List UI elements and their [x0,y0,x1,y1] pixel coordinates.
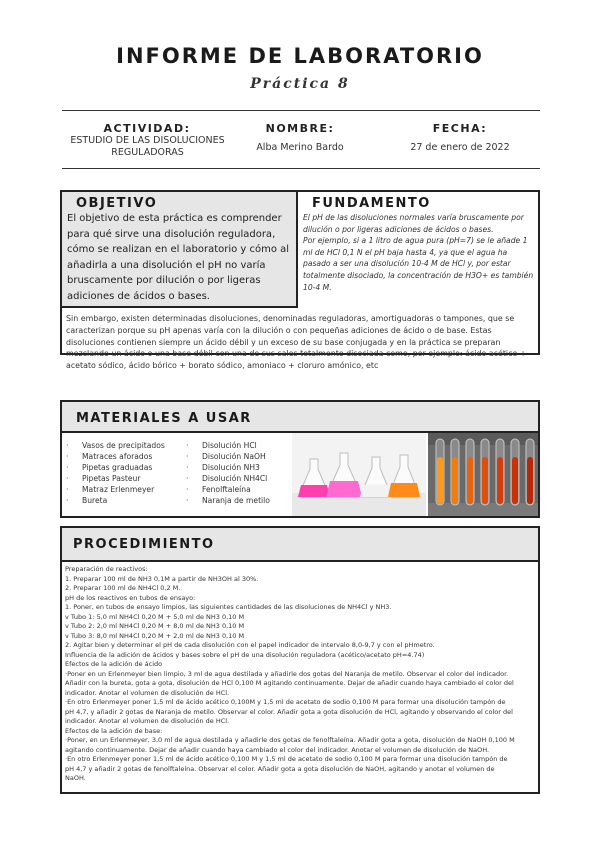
reactivo-item: · Naranja de metilo [186,495,270,506]
procedimiento-line: v Tubo 2: 2,0 ml NH4Cl 0,20 M + 8,0 ml de NH3 0,10 M [65,622,245,630]
reactivo-item: · Disolución NaOH [186,451,270,462]
procedimiento-line: ·En otro Erlenmeyer poner 1,5 ml de ácido acético 0,100 M y 1,5 ml de acetato de sodio 0,100 M para formar una disolución tampón de [65,755,508,763]
procedimiento-line: pH 4,7 y añadir 2 gotas de fenolftaleína. Observar el color. Añadir gota a gota disolución de NaOH, agitando y anotar el volumen de [65,764,495,773]
fundamento-paragraph-2: Por ejemplo, si a 1 litro de agua pura (pH=7) se le añade 1 ml de HCl 0,1 N el pH baja hasta 4, ya que el agua ha pasado a ser una disolución 10-4 M de HCl y, por estar totalmente disociado, la concentración de H3O+ es también 10-4 M. [303,236,534,292]
fecha-value: 27 de enero de 2022 [410,142,510,153]
procedimiento-line: 2. Agitar bien y determinar el pH de cada disolución con el papel indicador de intervalo 8,0-9,7 y con el pHmetro. [65,641,435,649]
procedimiento-heading: PROCEDIMIENTO [73,537,215,552]
materiales-heading: MATERIALES A USAR [76,411,252,426]
reactivo-item: · Disolución NH4Cl [186,473,270,484]
material-item: · Pipetas Pasteur [66,473,165,484]
material-item: · Pipetas graduadas [66,462,165,473]
procedimiento-line: v Tubo 3: 8,0 ml NH4Cl 0,20 M + 2,0 ml de NH3 0,10 M [65,631,245,640]
reactivo-item: · Fenolftaleína [186,484,270,495]
material-item: · Vasos de precipitados [66,440,165,451]
material-item: · Matraz Erlenmeyer [66,484,165,495]
procedimiento-line: pH 4,7, y añadir 2 gotas de Naranja de metilo. Observar el color. Añadir gota a gota disolución de HCl, agitando y observando el color del [65,707,513,716]
procedimiento-header-line [62,560,538,562]
actividad-label: ACTIVIDAD: [103,122,191,135]
objetivo-heading: OBJETIVO [76,196,158,211]
objetivo-bottom-line [62,306,298,308]
procedimiento-line: ·Poner, en un Erlenmeyer, 3,0 ml de agua destilada y añadirle dos gotas de fenolftaleína. Añadir gota a gota, disolución de NaOH 0,100 M [65,736,515,744]
procedimiento-text [65,565,539,784]
actividad-value [60,135,235,159]
procedimiento-line: 2. Preparar 100 ml de NH4Cl 0,2 M. [65,584,181,592]
procedimiento-line: v Tubo 1: 5,0 ml NH4Cl 0,20 M + 5,0 ml de NH3 0,10 M [65,612,245,621]
procedimiento-line: 1. Preparar 100 ml de NH3 0,1M a partir de NH3OH al 30%. [65,574,259,583]
materiales-list-1 [66,440,165,506]
procedimiento-line: Preparación de reactivos: [65,565,148,573]
procedimiento-line: indicador. Anotar el volumen de disolución de HCl. [65,688,230,697]
procedimiento-line: Efectos de la adición de ácido [65,660,163,668]
procedimiento-line: NaOH. [65,774,86,782]
reactivo-item: · Disolución NH3 [186,462,270,473]
procedimiento-line: ·Poner en un Erlenmeyer bien limpio, 3 ml de agua destilada y añadirle dos gotas del Naranja de metilo. Observar el color del indicador. [65,669,509,678]
actividad-value-line-2: REGULADORAS [111,147,184,158]
fundamento-body-text: Sin embargo, existen determinadas disoluciones, denominadas reguladoras, amortiguadoras o tampones, que se caracterizan porque su pH apenas varía con la dilución o con pequeñas adiciones de ácido o de base. Estas disoluciones contienen siempre un ácido débil y un exceso de su base conjugada y en la práctica se preparan mezclando un ácido o una base débil con una de sus sales totalmente disociada como, por ejemplo: ácido acético + acetato sódico, ácido bórico + borato sódico, amoniaco + cloruro amónico, etc [66,314,527,371]
material-item: · Bureta [66,495,165,506]
procedimiento-line: agitando continuamente. Dejar de añadir cuando haya cambiado el color del indicador. Anotar el volumen de disolución de NaOH. [65,745,490,754]
erlenmeyer-flasks-photo [292,433,426,516]
material-item: · Matraces aforados [66,451,165,462]
test-tubes-photo [428,433,538,516]
procedimiento-line: pH de los reactivos en tubos de ensayo: [65,593,196,602]
fundamento-heading: FUNDAMENTO [312,196,431,211]
fecha-label: FECHA: [432,122,488,135]
procedimiento-line: Añadir con la bureta, gota a gota, disolución de HCl 0,100 M agitando continuamente. Dejar de añadir cuando haya cambiado el color del [65,679,514,687]
nombre-label: NOMBRE: [265,122,335,135]
divider-bottom [62,168,540,169]
procedimiento-line: Efectos de la adición de base: [65,726,163,735]
fundamento-text [303,212,535,293]
actividad-value-line-1: ESTUDIO DE LAS DISOLUCIONES [70,135,225,146]
procedimiento-line: indicador. Anotar el volumen de disolución de HCl. [65,717,230,725]
procedimiento-line: 1. Poner, en tubos de ensayo limpios, las siguientes cantidades de las disoluciones de NH4Cl y NH3. [65,603,392,611]
procedimiento-line: ·En otro Erlenmeyer poner 1,5 ml de ácido acético 0,100M y 1,5 ml de acetato de sodio 0,100 M para formar una disolución tampón de [65,698,506,706]
practice-subtitle: Práctica 8 [250,76,350,92]
reactivo-item: · Disolución HCl [186,440,270,451]
divider-top [62,110,540,111]
nombre-value: Alba Merino Bardo [256,142,344,153]
procedimiento-line: Influencia de la adición de ácidos y bases sobre el pH de una disolución reguladora (acético/acetato pH=4.74) [65,650,425,659]
report-title: INFORME DE LABORATORIO [116,44,484,68]
objetivo-text: El objetivo de esta práctica es comprender para qué sirve una disolución reguladora, cómo se realizan en el laboratorio y cómo al añadirla a una disolución el pH no varía bruscamente por dilución o por ligeras adiciones de ácidos o bases. [67,213,290,302]
objetivo-divider [296,192,298,308]
fundamento-paragraph-1: El pH de las disoluciones normales varía bruscamente por dilución o por ligeras adiciones de ácidos o bases. [303,213,524,234]
materiales-list-2 [186,440,270,506]
